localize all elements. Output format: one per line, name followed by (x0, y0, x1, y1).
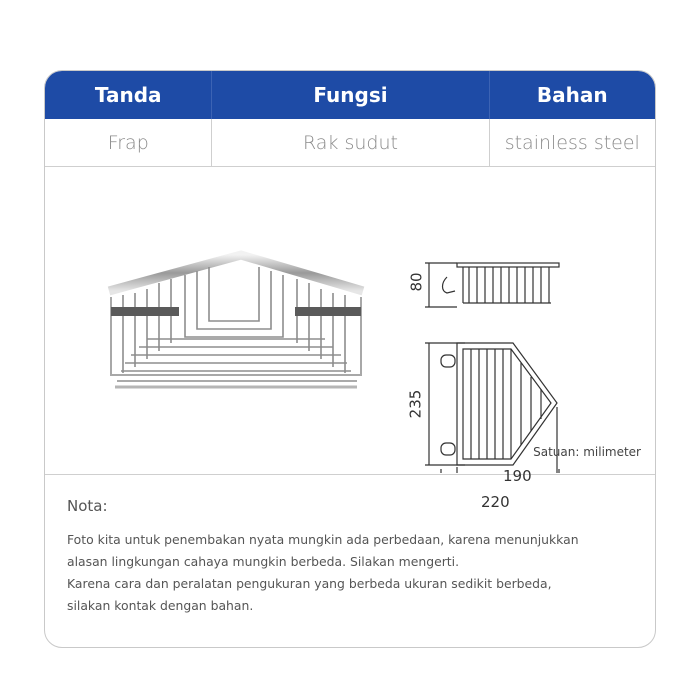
side-view-drawing (425, 263, 559, 307)
table-header-row (45, 71, 655, 119)
table-value-row (45, 119, 655, 167)
notes-title: Nota: (67, 497, 108, 515)
notes-line-3: Karena cara dan peralatan pengukuran yang berbeda ukuran sedikit berbeda, (67, 576, 552, 591)
unit-note: Satuan: milimeter (533, 445, 641, 459)
product-drawing (45, 167, 655, 473)
notes-line-1: Foto kita untuk penembakan nyata mungkin ada perbedaan, karena menunjukkan (67, 532, 579, 547)
outer-width-label: 220 (481, 493, 510, 511)
depth-label: 235 (406, 389, 425, 419)
value-fungsi: Rak sudut (211, 119, 488, 166)
value-tanda: Frap (107, 131, 149, 154)
notes-line-2: alasan lingkungan cahaya mungkin berbeda. Silakan mengerti. (67, 554, 460, 569)
notes-line-4: silakan kontak dengan bahan. (67, 598, 254, 613)
inner-width-label: 190 (503, 467, 532, 485)
height-label: 80 (407, 272, 426, 292)
header-bahan: Bahan (489, 71, 655, 119)
product-spec-card (44, 70, 656, 648)
header-tanda: Tanda (94, 83, 162, 107)
value-bahan: stainless steel (489, 119, 655, 166)
header-fungsi: Fungsi (211, 71, 488, 119)
notes-section (67, 497, 647, 617)
basket-photo (109, 255, 363, 387)
